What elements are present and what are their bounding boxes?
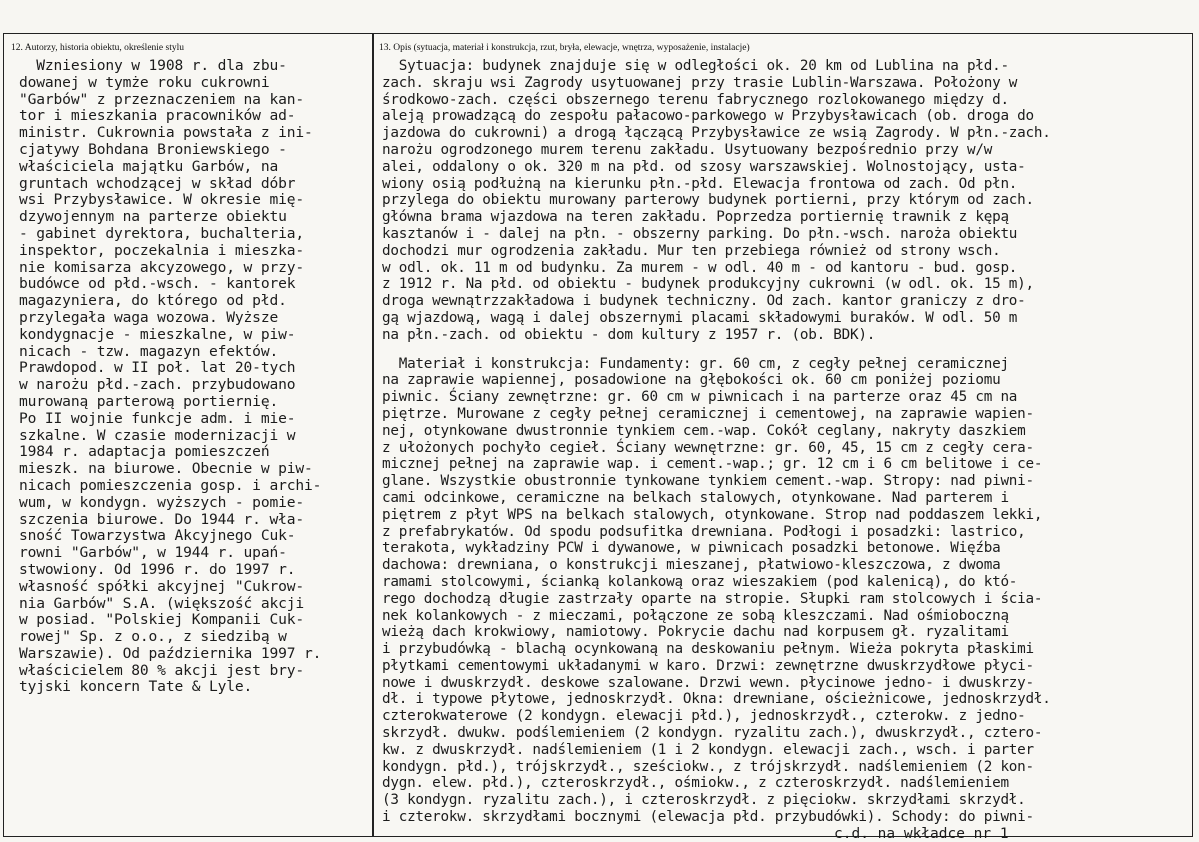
text-line: ramami stolcowymi, ścianką kolankową oraz wieszakiem (pod kalenicą), do któ-: [382, 573, 1018, 590]
text-line: murowaną parterową portiernię.: [19, 392, 279, 410]
text-line: alei, oddalony o ok. 320 m na płd. od szosy warszawskiej. Wolnostojący, usta-: [382, 158, 1026, 175]
text-line: dochodzi mur ogrodzenia zakładu. Mur ten przebiega również od strony wsch.: [382, 242, 1001, 259]
section-13-heading: 13. Opis (sytuacja, materiał i konstrukcja, rzut, bryła, elewacje, wnętrza, wyposażenie, instalacje): [379, 43, 750, 53]
text-line: dachowa: drewniana, o konstrukcji mieszanej, płatwiowo-kleszczowa, z dwoma: [382, 557, 1001, 574]
text-line: dygn. elew. płd.), czteroskrzydł., ośmiokw., z czteroskrzydł. nadślemieniem: [382, 775, 1009, 792]
text-line: z ułożonych pochyło cegieł. Ściany wewnętrzne: gr. 60, 45, 15 cm z cegły cera-: [382, 439, 1034, 456]
text-line: terakota, wykładziny PCW i dywanowe, w piwnicach posadzki betonowe. Więźba: [382, 540, 1001, 557]
text-line: kw. z dwuskrzydł. nadślemieniem (1 i 2 kondygn. elewacji zach., wsch. i parter: [382, 741, 1034, 758]
text-line: "Garbów" z przeznaczeniem na kan-: [19, 90, 304, 108]
text-line: Materiał i konstrukcja: Fundamenty: gr. 60 cm, z cegły pełnej ceramicznej: [382, 355, 1009, 372]
text-line: w narożu płd.-zach. przybudowano: [19, 376, 296, 394]
section-12-heading: 12. Autorzy, historia obiektu, określenie stylu: [11, 43, 184, 53]
text-line: droga wewnątrzzakładowa i budynek techniczny. Od zach. kantor graniczy z dro-: [382, 293, 1026, 310]
text-line: mieszk. na biurowe. Obecnie w piw-: [19, 460, 313, 478]
text-line: szkalne. W czasie modernizacji w: [19, 426, 296, 444]
text-line: środkowo-zach. części obszernego terenu fabrycznego rozlokowanego między d.: [382, 91, 1009, 108]
description-text-column: [382, 58, 1182, 826]
text-line: sność Towarzystwa Akcyjnego Cuk-: [19, 527, 296, 545]
text-line: szczenia biurowe. Do 1944 r. wła-: [19, 510, 304, 528]
text-line: Warszawie). Od października 1997 r.: [19, 644, 322, 662]
text-line: inspektor, poczekalnia i mieszka-: [19, 241, 304, 259]
text-line: tor i mieszkania pracowników ad-: [19, 107, 296, 125]
text-line: Prawdopod. w II poł. lat 20-tych: [19, 359, 296, 377]
text-line: glane. Wszystkie obustronnie tynkowane tynkiem cement.-wap. Stropy: nad piwni-: [382, 473, 1034, 490]
text-line: skrzydł. dwukw. podślemieniem (2 kondygn. ryzalitu zach.), dwuskrzydł., cztero-: [382, 725, 1043, 742]
text-line: aleją prowadzącą do zespołu pałacowo-parkowego w Przybysławicach (ob. droga do: [382, 108, 1034, 125]
text-line: na zaprawie wapiennej, posadowione na głębokości ok. 60 cm poniżej poziomu: [382, 372, 1001, 389]
text-line: kasztanów i - dalej na płn. - obszerny parking. Do płn.-wsch. naroża obiektu: [382, 225, 1018, 242]
text-line: wieżą dach krokwiowy, namiotowy. Pokrycie dachu nad korpusem gł. ryzalitami: [382, 624, 1009, 641]
text-line: Po II wojnie funkcje adm. i mie-: [19, 409, 296, 427]
text-line: dł. i typowe płytowe, jednoskrzydł. Okna: drewniane, ościeżnicowe, jednoskrzydł.: [382, 691, 1051, 708]
text-line: magazyniera, do którego od płd.: [19, 292, 287, 310]
text-line: w posiad. "Polskiej Kompanii Cuk-: [19, 611, 304, 629]
continuation-note: c.d. na wkładce nr 1: [834, 826, 1009, 842]
text-line: z 1912 r. Na płd. od obiektu - budynek produkcyjny cukrowni (w odl. ok. 15 m),: [382, 276, 1034, 293]
column-divider: [372, 34, 374, 836]
text-line: gruntach wchodzącej w skład dóbr: [19, 174, 296, 192]
paragraph-gap: [382, 344, 1182, 356]
text-line: nicach pomieszczenia gosp. i archi-: [19, 476, 322, 494]
text-line: 1984 r. adaptacja pomieszczeń: [19, 443, 270, 461]
text-line: jazdowa do cukrowni) a drogą łączącą Przybysławice ze wsią Zagrody. W płn.-zach.: [382, 125, 1051, 142]
text-line: i czterokw. skrzydłami bocznymi (elewacja płd. przybudówki). Schody: do piwni-: [382, 809, 1034, 826]
text-line: i przybudówką - blachą ocynkowaną na deskowaniu pełnym. Wieża pokryta płaskimi: [382, 641, 1034, 658]
text-line: wum, w kondygn. wyższych - pomie-: [19, 493, 304, 511]
text-line: kondygn. płd.), trójskrzydł., sześciokw., z trójskrzydł. nadślemieniem (2 kon-: [382, 758, 1034, 775]
text-line: rowni "Garbów", w 1944 r. upań-: [19, 544, 287, 562]
text-line: piętrem z płyt WPS na belkach stalowych, otynkowane. Strop nad poddaszem lekki,: [382, 506, 1043, 523]
text-line: Sytuacja: budynek znajduje się w odległości ok. 20 km od Lublina na płd.-: [382, 58, 1009, 74]
text-line: dowanej w tymże roku cukrowni: [19, 73, 270, 91]
text-line: z prefabrykatów. Od spodu podsufitka drewniana. Podłogi i posadzki: lastrico,: [382, 523, 1026, 540]
text-line: przylega do obiektu murowany parterowy budynek portierni, przy którym od zach.: [382, 192, 1034, 209]
text-line: cjatywy Bohdana Broniewskiego -: [19, 140, 287, 158]
text-line: piwnic. Ściany zewnętrzne: gr. 60 cm w piwnicach i na parterze oraz 45 cm na: [382, 389, 1018, 406]
text-line: główna brama wjazdowa na teren zakładu. Poprzedza portiernię trawnik z kępą: [382, 209, 1009, 226]
text-line: wiony osią podłużną na kierunku płn.-płd. Elewacja frontowa od zach. Od płn.: [382, 175, 1018, 192]
text-line: nek kolankowych - z mieczami, połączone ze sobą kleszczami. Nad ośmioboczną: [382, 607, 1009, 624]
text-line: właścicielem 80 % akcji jest bry-: [19, 661, 304, 679]
text-line: stwowiony. Od 1996 r. do 1997 r.: [19, 560, 296, 578]
text-line: cami odcinkowe, ceramiczne na belkach stalowych, otynkowane. Nad parterem i: [382, 489, 1009, 506]
text-line: nie komisarza akcyzowego, w przy-: [19, 258, 304, 276]
text-line: nicach - tzw. magazyn efektów.: [19, 342, 279, 360]
text-line: nia Garbów" S.A. (większość akcji: [19, 594, 304, 612]
text-line: właściciela majątku Garbów, na: [19, 157, 279, 175]
text-line: płytkami cementowymi układanymi w karo. Drzwi: zewnętrzne dwuskrzydłowe płyci-: [382, 657, 1034, 674]
text-line: kondygnacje - mieszkalne, w piw-: [19, 325, 296, 343]
text-line: rowej" Sp. z o.o., z siedzibą w: [19, 628, 287, 646]
text-line: (3 kondygn. ryzalitu zach.), i czteroskrzydł. z pięciokw. skrzydłami skrzydł.: [382, 792, 1026, 809]
text-line: narożu ogrodzonego murem terenu zakładu. Usytuowany bezpośrednio przy w/w: [382, 141, 993, 158]
text-line: Wzniesiony w 1908 r. dla zbu-: [19, 58, 287, 74]
text-line: na płn.-zach. od obiektu - dom kultury z 1957 r. (ob. BDK).: [382, 326, 876, 343]
form-frame: [3, 33, 1193, 842]
text-line: micznej pełnej na zaprawie wap. i cement.-wap.; gr. 12 cm i 6 cm belitowe i ce-: [382, 456, 1043, 473]
text-line: ministr. Cukrownia powstała z ini-: [19, 124, 313, 142]
text-line: w odl. ok. 11 m od budynku. Za murem - w odl. 40 m - od kantoru - bud. gosp.: [382, 259, 1018, 276]
history-text-column: [19, 58, 369, 696]
text-line: gą wjazdową, wagą i dalej obszernymi placami składowymi buraków. W odl. 50 m: [382, 309, 1018, 326]
text-line: tyjski koncern Tate & Lyle.: [19, 678, 253, 696]
text-line: przylegała waga wozowa. Wyższe: [19, 308, 279, 326]
text-line: wsi Przybysławice. W okresie mię-: [19, 191, 304, 209]
text-line: rego dochodzą długie zastrzały oparte na stropie. Słupki ram stolcowych i ścia-: [382, 590, 1043, 607]
text-line: dzywojennym na parterze obiektu: [19, 208, 287, 226]
text-line: zach. skraju wsi Zagrody usytuowanej przy trasie Lublin-Warszawa. Położony w: [382, 74, 1018, 91]
text-line: własność spółki akcyjnej "Cukrow-: [19, 577, 304, 595]
text-line: budówce od płd.-wsch. - kantorek: [19, 275, 296, 293]
text-line: - gabinet dyrektora, buchalteria,: [19, 224, 304, 242]
text-line: czterokwaterowe (2 kondygn. elewacji płd.), jednoskrzydł., czterokw. z jedno-: [382, 708, 1026, 725]
text-line: piętrze. Murowane z cegły pełnej ceramicznej i cementowej, na zaprawie wapien-: [382, 405, 1034, 422]
text-line: nej, otynkowane dwustronnie tynkiem cem.-wap. Cokół ceglany, nakryty daszkiem: [382, 422, 1026, 439]
text-line: nowe i dwuskrzydł. deskowe szalowane. Drzwi wewn. płycinowe jedno- i dwuskrzy-: [382, 674, 1034, 691]
